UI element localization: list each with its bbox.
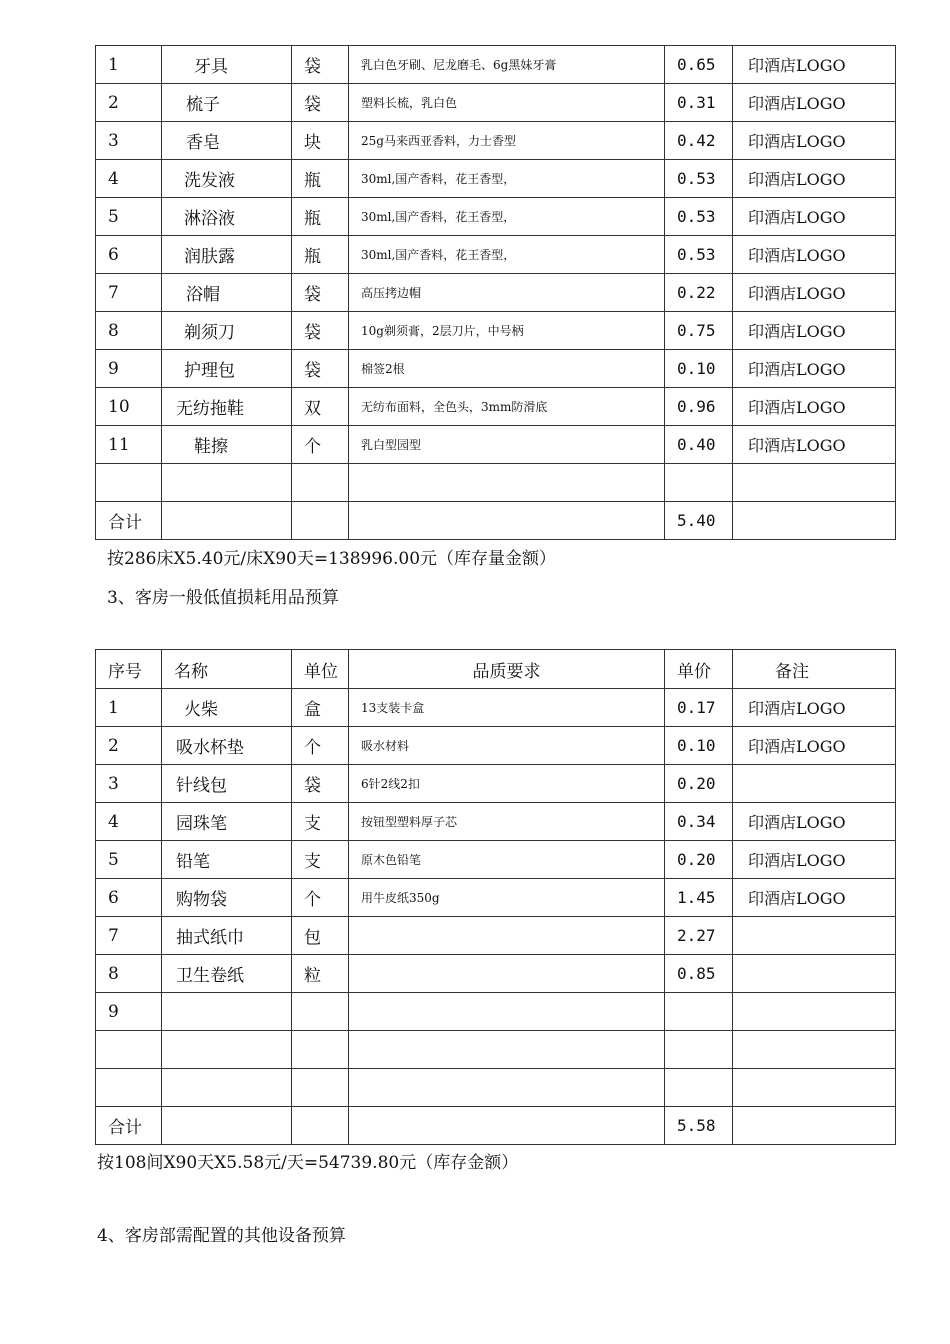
item-note: 印酒店LOGO	[733, 46, 896, 84]
amenities-table	[95, 45, 896, 540]
item-note: 印酒店LOGO	[733, 426, 896, 464]
item-note: 印酒店LOGO	[733, 879, 896, 917]
item-price: 0.42	[665, 122, 733, 160]
table-row	[96, 236, 896, 274]
item-number: 10	[96, 388, 162, 426]
item-number: 5	[96, 841, 162, 879]
item-unit: 瓶	[292, 198, 349, 236]
item-spec: 用牛皮纸350g	[349, 879, 665, 917]
item-spec: 原木色铅笔	[349, 841, 665, 879]
item-name	[162, 993, 292, 1031]
item-name: 鞋擦	[162, 426, 292, 464]
table-row	[96, 917, 896, 955]
item-note: 印酒店LOGO	[733, 236, 896, 274]
table-row	[96, 1031, 896, 1069]
table-row	[96, 1069, 896, 1107]
item-number	[96, 1031, 162, 1069]
item-name: 浴帽	[162, 274, 292, 312]
item-name: 梳子	[162, 84, 292, 122]
item-price	[665, 993, 733, 1031]
item-name: 剃须刀	[162, 312, 292, 350]
item-name: 吸水杯垫	[162, 727, 292, 765]
item-unit	[292, 502, 349, 540]
item-name	[162, 464, 292, 502]
table-row	[96, 841, 896, 879]
item-number: 7	[96, 917, 162, 955]
item-price: 0.10	[665, 350, 733, 388]
item-name: 火柴	[162, 689, 292, 727]
item-unit: 袋	[292, 274, 349, 312]
section-heading-3: 3、客房一般低值损耗用品预算	[107, 588, 339, 608]
item-spec	[349, 1031, 665, 1069]
item-name: 购物袋	[162, 879, 292, 917]
table-row	[96, 879, 896, 917]
item-unit	[292, 993, 349, 1031]
table-row	[96, 727, 896, 765]
item-note: 印酒店LOGO	[733, 160, 896, 198]
table-row	[96, 350, 896, 388]
table-row	[96, 84, 896, 122]
item-name: 铅笔	[162, 841, 292, 879]
item-note	[733, 917, 896, 955]
item-name: 抽式纸巾	[162, 917, 292, 955]
table-row	[96, 502, 896, 540]
item-number: 8	[96, 312, 162, 350]
inventory-amount-text-1: 按286床X5.40元/床X90天=138996.00元（库存量金额）	[107, 549, 557, 569]
item-unit: 个	[292, 879, 349, 917]
item-price: 0.53	[665, 236, 733, 274]
item-price: 0.10	[665, 727, 733, 765]
header-spec: 品质要求	[349, 650, 665, 689]
item-spec	[349, 955, 665, 993]
table-row	[96, 46, 896, 84]
item-number: 4	[96, 803, 162, 841]
table-row	[96, 122, 896, 160]
item-note	[733, 1107, 896, 1145]
item-unit	[292, 1107, 349, 1145]
item-price: 0.20	[665, 765, 733, 803]
item-name: 牙具	[162, 46, 292, 84]
item-note: 印酒店LOGO	[733, 198, 896, 236]
item-unit: 盒	[292, 689, 349, 727]
item-number: 9	[96, 350, 162, 388]
table-row	[96, 1107, 896, 1145]
item-number: 11	[96, 426, 162, 464]
item-number: 9	[96, 993, 162, 1031]
item-price	[665, 464, 733, 502]
item-number: 2	[96, 727, 162, 765]
item-price	[665, 1031, 733, 1069]
table-row	[96, 312, 896, 350]
header-name: 名称	[162, 650, 292, 689]
item-note: 印酒店LOGO	[733, 84, 896, 122]
item-unit: 袋	[292, 84, 349, 122]
item-note: 印酒店LOGO	[733, 122, 896, 160]
item-price: 0.31	[665, 84, 733, 122]
item-price: 0.20	[665, 841, 733, 879]
table-row	[96, 803, 896, 841]
table-row	[96, 955, 896, 993]
item-spec: 高压拷边帽	[349, 274, 665, 312]
item-name	[162, 1069, 292, 1107]
table-row	[96, 464, 896, 502]
item-name: 园珠笔	[162, 803, 292, 841]
item-spec: 10g剃须膏，2层刀片，中号柄	[349, 312, 665, 350]
item-price: 0.40	[665, 426, 733, 464]
item-spec	[349, 502, 665, 540]
section-heading-4: 4、客房部需配置的其他设备预算	[97, 1226, 346, 1246]
item-price: 0.65	[665, 46, 733, 84]
item-spec	[349, 917, 665, 955]
item-spec: 乳白色牙刷、尼龙磨毛、6g黑妹牙膏	[349, 46, 665, 84]
item-price: 0.75	[665, 312, 733, 350]
item-spec: 25g马来西亚香料，力士香型	[349, 122, 665, 160]
item-name: 香皂	[162, 122, 292, 160]
item-number: 8	[96, 955, 162, 993]
item-name: 洗发液	[162, 160, 292, 198]
item-spec: 按钮型塑料厚子芯	[349, 803, 665, 841]
item-unit: 支	[292, 803, 349, 841]
table-row	[96, 274, 896, 312]
table-row	[96, 426, 896, 464]
item-unit: 瓶	[292, 160, 349, 198]
item-price: 5.40	[665, 502, 733, 540]
consumables-table	[95, 649, 896, 1145]
item-spec: 无纺布面料，全色头，3mm防滑底	[349, 388, 665, 426]
item-spec	[349, 1107, 665, 1145]
item-unit	[292, 464, 349, 502]
item-spec: 乳白型园型	[349, 426, 665, 464]
item-number: 5	[96, 198, 162, 236]
inventory-amount-text-2: 按108间X90天X5.58元/天=54739.80元（库存金额）	[97, 1153, 519, 1173]
item-spec: 吸水材料	[349, 727, 665, 765]
item-unit: 个	[292, 727, 349, 765]
table-row	[96, 160, 896, 198]
table-header-row	[96, 650, 896, 689]
item-number: 3	[96, 765, 162, 803]
item-price: 0.96	[665, 388, 733, 426]
item-spec: 30ml,国产香料，花王香型，	[349, 236, 665, 274]
item-price: 0.85	[665, 955, 733, 993]
item-unit: 袋	[292, 46, 349, 84]
item-price: 0.53	[665, 160, 733, 198]
item-price: 0.53	[665, 198, 733, 236]
item-note: 印酒店LOGO	[733, 841, 896, 879]
header-note: 备注	[733, 650, 896, 689]
item-name	[162, 1107, 292, 1145]
item-spec: 30ml,国产香料，花王香型，	[349, 160, 665, 198]
item-number: 2	[96, 84, 162, 122]
item-name	[162, 502, 292, 540]
item-unit	[292, 1031, 349, 1069]
item-note: 印酒店LOGO	[733, 388, 896, 426]
item-number	[96, 464, 162, 502]
item-spec: 6针2线2扣	[349, 765, 665, 803]
item-spec	[349, 464, 665, 502]
item-unit: 粒	[292, 955, 349, 993]
item-price: 1.45	[665, 879, 733, 917]
item-price: 0.17	[665, 689, 733, 727]
item-name	[162, 1031, 292, 1069]
header-unit: 单位	[292, 650, 349, 689]
item-number: 合计	[96, 502, 162, 540]
table-row	[96, 689, 896, 727]
header-price: 单价	[665, 650, 733, 689]
item-note	[733, 993, 896, 1031]
item-price: 5.58	[665, 1107, 733, 1145]
item-unit: 块	[292, 122, 349, 160]
item-number: 7	[96, 274, 162, 312]
item-note	[733, 765, 896, 803]
item-unit: 瓶	[292, 236, 349, 274]
item-unit: 袋	[292, 765, 349, 803]
item-price: 2.27	[665, 917, 733, 955]
item-note: 印酒店LOGO	[733, 803, 896, 841]
item-unit: 袋	[292, 350, 349, 388]
item-note	[733, 955, 896, 993]
item-unit: 袋	[292, 312, 349, 350]
item-number: 合计	[96, 1107, 162, 1145]
item-note	[733, 1069, 896, 1107]
table-row	[96, 993, 896, 1031]
item-spec: 30ml,国产香料，花王香型，	[349, 198, 665, 236]
item-number	[96, 1069, 162, 1107]
item-number: 1	[96, 689, 162, 727]
item-number: 1	[96, 46, 162, 84]
item-spec: 塑料长梳，乳白色	[349, 84, 665, 122]
item-note	[733, 464, 896, 502]
item-name: 护理包	[162, 350, 292, 388]
item-price	[665, 1069, 733, 1107]
item-spec	[349, 1069, 665, 1107]
item-price: 0.34	[665, 803, 733, 841]
item-note: 印酒店LOGO	[733, 727, 896, 765]
item-number: 6	[96, 236, 162, 274]
item-name: 无纺拖鞋	[162, 388, 292, 426]
table-row	[96, 388, 896, 426]
item-note: 印酒店LOGO	[733, 689, 896, 727]
item-note	[733, 1031, 896, 1069]
item-name: 淋浴液	[162, 198, 292, 236]
item-number: 4	[96, 160, 162, 198]
item-number: 3	[96, 122, 162, 160]
item-spec	[349, 993, 665, 1031]
item-name: 针线包	[162, 765, 292, 803]
item-name: 润肤露	[162, 236, 292, 274]
item-unit: 个	[292, 426, 349, 464]
item-name: 卫生卷纸	[162, 955, 292, 993]
item-note: 印酒店LOGO	[733, 312, 896, 350]
item-spec: 棉签2根	[349, 350, 665, 388]
item-unit	[292, 1069, 349, 1107]
item-unit: 支	[292, 841, 349, 879]
item-note: 印酒店LOGO	[733, 350, 896, 388]
table-row	[96, 765, 896, 803]
item-note	[733, 502, 896, 540]
table-row	[96, 198, 896, 236]
item-number: 6	[96, 879, 162, 917]
item-unit: 双	[292, 388, 349, 426]
item-unit: 包	[292, 917, 349, 955]
item-price: 0.22	[665, 274, 733, 312]
header-no: 序号	[96, 650, 162, 689]
item-note: 印酒店LOGO	[733, 274, 896, 312]
item-spec: 13支装卡盒	[349, 689, 665, 727]
